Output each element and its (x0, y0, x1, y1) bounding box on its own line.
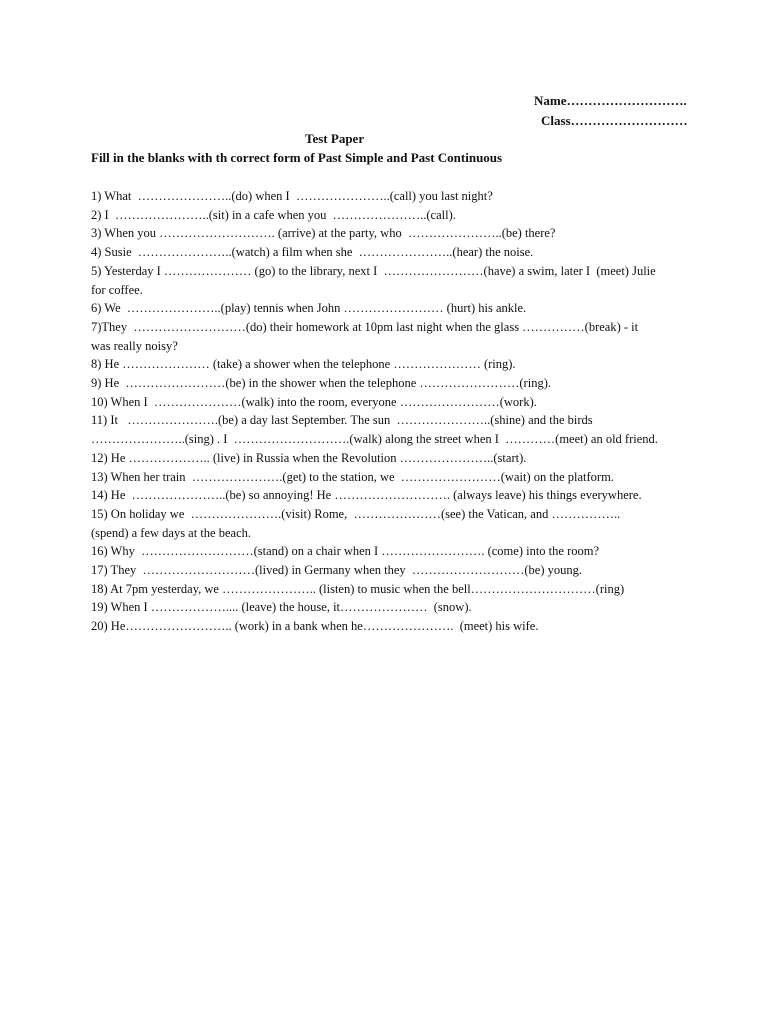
question-item: 13) When her train ………………….(get) to the station, we ……………………(wait) on the platform. (91, 469, 614, 484)
class-field: Class……………………… (541, 113, 688, 128)
question-item: 8) He ………………… (take) a shower when the telephone ………………… (ring). (91, 357, 516, 372)
question-item: 17) They ………………………(lived) in Germany when they ………………………(be) young. (91, 563, 583, 578)
question-item: 1) What …………………..(do) when I …………………..(call) you last night? (91, 189, 493, 203)
question-item: 5) Yesterday I ………………… (go) to the library, next I ……………………(have) a swim, later I (meet) Julie for coffee. (91, 263, 656, 297)
question-item: 20) He…………………….. (work) in a bank when he…………………. (meet) his wife. (91, 619, 539, 634)
question-item: 3) When you ………………………. (arrive) at the party, who …………………..(be) there? (91, 226, 556, 241)
question-item: 7)They ………………………(do) their homework at 10pm last night when the glass ……………(break) - it was really noisy? (91, 319, 639, 353)
question-list (91, 187, 731, 636)
question-item: 19) When I ……………….... (leave) the house, it………………… (snow). (91, 600, 472, 615)
page-title: Test Paper (305, 131, 365, 146)
question-item: 15) On holiday we ………………….(visit) Rome, …………………(see) the Vatican, and …………….. (spend) a few days at the beach. (91, 506, 621, 540)
question-item: 18) At 7pm yesterday, we ………………….. (listen) to music when the bell…………………………(ring) (91, 581, 625, 596)
question-item: 2) I …………………..(sit) in a cafe when you …………………..(call). (91, 207, 456, 222)
name-field: Name………………………. (534, 93, 687, 108)
question-item: 6) We …………………..(play) tennis when John …………………… (hurt) his ankle. (91, 301, 527, 316)
question-item: 4) Susie …………………..(watch) a film when she …………………..(hear) the noise. (91, 245, 534, 260)
question-item: 16) Why ………………………(stand) on a chair when I ……………………. (come) into the room? (91, 544, 600, 559)
question-item: 11) It ………………….(be) a day last September. The sun …………………..(shine) and the birds …………………..(sing) . I ……………………….(walk) along the street when I …………(meet) an old friend. (91, 413, 658, 447)
question-item: 14) He …………………..(be) so annoying! He ………………………. (always leave) his things everywhere. (91, 488, 642, 503)
instructions: Fill in the blanks with th correct form of Past Simple and Past Continuous (91, 150, 503, 165)
question-item: 10) When I …………………(walk) into the room, everyone ……………………(work). (91, 394, 537, 409)
question-item: 9) He ……………………(be) in the shower when the telephone ……………………(ring). (91, 376, 551, 391)
question-item: 12) He ……………….. (live) in Russia when the Revolution …………………..(start). (91, 450, 527, 465)
